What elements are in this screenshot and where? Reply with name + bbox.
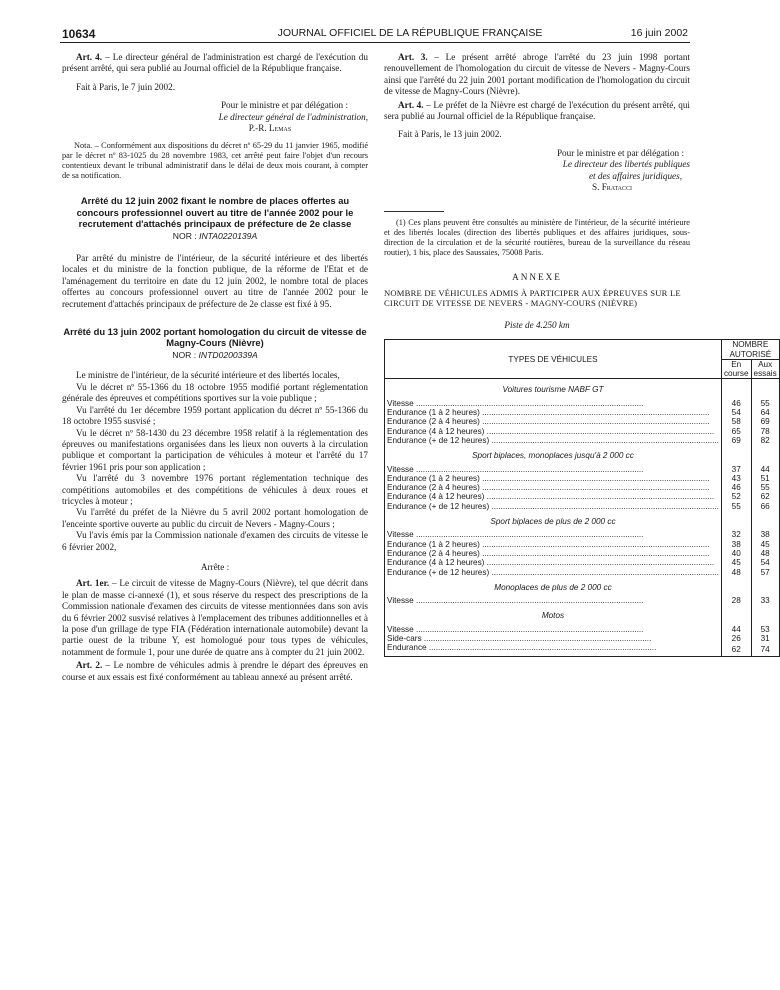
table-row: Side-cars ..... 26 31	[385, 634, 780, 643]
table-section-row: Sport biplaces, monoplaces jusqu'à 2 000 cc	[385, 445, 780, 464]
table-section-row: Motos	[385, 605, 780, 624]
table-row: Endurance (+ de 12 heures) ..... 69 82	[385, 436, 780, 445]
signature-line-1: Pour le ministre et par délégation :	[556, 147, 684, 158]
table-row: Endurance (4 à 12 heures) ..... 65 78	[385, 427, 780, 436]
article-3	[384, 52, 690, 98]
footnote: (1) Ces plans peuvent être consultés au ministère de l'intérieur, de la sécurité intérieure et des libertés locales (direction des libertés publiques et des affaires juridiques, sous-direction de la circulation et de la sécurité routières, bureau de la surveillance du réseau routier), 1 bis, place des Saussaies, 75008 Paris.	[384, 218, 690, 258]
article-2	[62, 660, 368, 683]
visa-paragraph: Vu l'avis émis par la Commission nationale d'examen des circuits de vitesse le 6 février 2002,	[62, 530, 368, 552]
article-text: – Le nombre de véhicules admis à prendre le départ des épreuves en course et aux essais est fixé conformément au tableau annexé au présent arrêté.	[62, 660, 369, 682]
table-row: Vitesse ..... 28 33	[385, 596, 780, 605]
article-label: Art. 4.	[76, 52, 103, 62]
table-row: Endurance (4 à 12 heures) ..... 45 54	[385, 558, 780, 567]
visa-paragraph: Vu le décret nº 58-1430 du 23 décembre 1958 relatif à la réglementation des épreuves ou manifestations organisées dans les lieux non ouverts à la circulation publique et comportant la participation de véhicules à moteur et l'arrêté du 17 février 1961 pris pour son application ;	[62, 427, 368, 472]
signature-name: P.-R. Lemas	[248, 123, 292, 134]
table-row: Endurance (2 à 4 heures) ..... 58 69	[385, 417, 780, 426]
arrete-word: Arrête :	[200, 561, 230, 572]
signature-line-1: Pour le ministre et par délégation :	[220, 100, 348, 111]
article-label: Art. 2.	[76, 660, 103, 671]
visa-paragraph: Le ministre de l'intérieur, de la sécurité intérieure et des libertés locales,	[76, 370, 340, 381]
table-row: Endurance (+ de 12 heures) ..... 55 66	[385, 502, 780, 511]
table-section-row: Sport biplaces de plus de 2 000 cc	[385, 511, 780, 530]
col-group: NOMBRE AUTORISÉ	[721, 340, 779, 360]
nota: Nota. – Conformément aux dispositions du décret nº 65-29 du 11 janvier 1965, modifié par le décret nº 83-1025 du 28 novembre 1983, cet arrêté peut faire l'objet d'un recours contentieux devant le tribunal administratif dans le délai de deux mois courant, à compter de sa notification.	[62, 141, 368, 181]
article-label: Art. 4.	[398, 99, 424, 110]
table-body	[385, 379, 780, 656]
journal-title: JOURNAL OFFICIEL DE LA RÉPUBLIQUE FRANÇAISE	[277, 27, 543, 39]
page-number: 10634	[62, 27, 96, 41]
table-row: Vitesse ..... 32 38	[385, 530, 780, 539]
signature-line-3: et des affaires juridiques,	[588, 170, 682, 181]
signature-line-2: Le directeur des libertés publiques	[562, 159, 690, 170]
done-at: Fait à Paris, le 7 juin 2002.	[76, 81, 176, 92]
visa-paragraph: Vu l'arrêté du préfet de la Nièvre du 5 avril 2002 portant homologation de l'enceinte sportive ouverte au public du circuit de Nevers - Magny-Cours ;	[62, 507, 368, 529]
arrete-2-visas	[62, 370, 368, 553]
table-section-row: Monoplaces de plus de 2 000 cc	[385, 577, 780, 596]
visa-paragraph: Vu l'arrêté du 1er décembre 1959 portant application du décret nº 55-1366 du 18 octobre 1955 susvisé ;	[62, 404, 368, 427]
article-text: – Le préfet de la Nièvre est chargé de l'exécution du présent arrêté, qui sera publié au Journal officiel de la République française.	[384, 99, 690, 122]
article-text: – Le directeur général de l'administration est chargé de l'exécution du présent arrêté, qui sera publié au Journal officiel de la République française.	[62, 52, 368, 74]
header-rule	[60, 42, 690, 43]
page-header	[0, 0, 748, 40]
table-header-row	[385, 340, 780, 360]
visa-paragraph: Vu le décret nº 55-1366 du 18 octobre 1955 modifié portant réglementation générale des épreuves et compétitions sportives sur la voie publique ;	[62, 381, 368, 404]
table-row: Vitesse ..... 44 53	[385, 625, 780, 634]
article-4-right	[384, 100, 690, 123]
arrete-1-body: Par arrêté du ministre de l'intérieur, de la sécurité intérieure et des libertés locales et du ministre de la fonction publique, de la réforme de l'Etat et de l'aménagement du territoire en date du 12 juin 2002, le nombre total de places offertes au concours professionnel ouvert au titre de l'année 2002 pour le recrutement d'attachés principaux de préfecture de 2e classe est fixé à 95.	[62, 253, 368, 309]
footnote-rule	[384, 211, 444, 212]
left-column	[62, 52, 368, 683]
article-label: Art. 3.	[398, 52, 428, 62]
table-row: Vitesse ..... 37 44	[385, 465, 780, 474]
issue-date: 16 juin 2002	[630, 27, 688, 39]
table-section-row: Voitures tourisme NABF GT	[385, 379, 780, 399]
table-row: Endurance (4 à 12 heures) ..... 52 62	[385, 492, 780, 501]
col-types: TYPES DE VÉHICULES	[385, 340, 722, 379]
signature-line-2: Le directeur général de l'administration,	[218, 111, 368, 122]
table-row: Endurance (+ de 12 heures) ..... 48 57	[385, 568, 780, 577]
annexe-heading: ANNEXE	[512, 272, 562, 283]
article-1	[62, 578, 368, 658]
col-course: En course	[721, 359, 751, 379]
table-row: Endurance (2 à 4 heures) ..... 40 48	[385, 549, 780, 558]
article-text: – Le présent arrêté abroge l'arrêté du 23 juin 1998 portant renouvellement de l'homologation du circuit de vitesse de Nevers - Magny-Cours ainsi que l'arrêté du 22 juin 2001 portant modification de l'homologation du circuit de vitesse de Magny-Cours (Nièvre).	[384, 52, 690, 97]
table-row: Endurance ..... 62 74	[385, 643, 780, 656]
article-label: Art. 1er.	[76, 578, 110, 589]
table-row: Endurance (1 à 2 heures) ..... 54 64	[385, 408, 780, 417]
article-text: – Le circuit de vitesse de Magny-Cours (Nièvre), tel que décrit dans le plan de masse ci-annexé (1), et sous réserve du respect des prescriptions de la Commission nationale d'examen des circuits de vitesse mentionnées dans son avis du 6 février 2002 susvisé relatives à l'emplacement des tribunes additionnelles et à la pose d'un grillage de type FIA (Fédération internationale automobile) devant la partie ouest de la tribune Y, est homologué pour tous types de véhicules, notamment de formule 1, pour une durée de quatre ans à compter du 21 juin 2002.	[62, 578, 368, 657]
signature-name: S. Fratacci	[591, 182, 632, 193]
table-row: Endurance (1 à 2 heures) ..... 38 45	[385, 540, 780, 549]
right-column	[384, 52, 777, 657]
track-length: Piste de 4.250 km	[504, 319, 570, 330]
table-row: Vitesse ..... 46 55	[385, 399, 780, 408]
arrete-1-title: Arrêté du 12 juin 2002 fixant le nombre de places offertes au concours professionnel ouvert au titre de l'année 2002 pour le recrutement d'attachés principaux de préfecture de 2e classe	[76, 195, 354, 229]
article-4-left	[62, 52, 368, 75]
done-at: Fait à Paris, le 13 juin 2002.	[398, 129, 502, 140]
annexe-title: NOMBRE DE VÉHICULES ADMIS À PARTICIPER AUX ÉPREUVES SUR LE CIRCUIT DE VITESSE DE NEVERS - MAGNY-COURS (NIÈVRE)	[384, 287, 681, 308]
col-essais: Aux essais	[751, 359, 779, 379]
vehicles-table	[384, 339, 780, 656]
arrete-1-nor: NOR : INTA0220139A	[172, 231, 258, 242]
visa-paragraph: Vu l'arrêté du 3 novembre 1976 portant réglementation technique des compétitions automobiles et des compétitions de véhicules à deux roues et tricycles à moteur ;	[62, 473, 368, 506]
arrete-2-title: Arrêté du 13 juin 2002 portant homologation du circuit de vitesse de Magny-Cours (Nièvre)	[63, 326, 367, 349]
table-row: Endurance (1 à 2 heures) ..... 43 51	[385, 474, 780, 483]
arrete-2-nor: NOR : INTD0200339A	[172, 350, 258, 361]
table-row: Endurance (2 à 4 heures) ..... 46 55	[385, 483, 780, 492]
